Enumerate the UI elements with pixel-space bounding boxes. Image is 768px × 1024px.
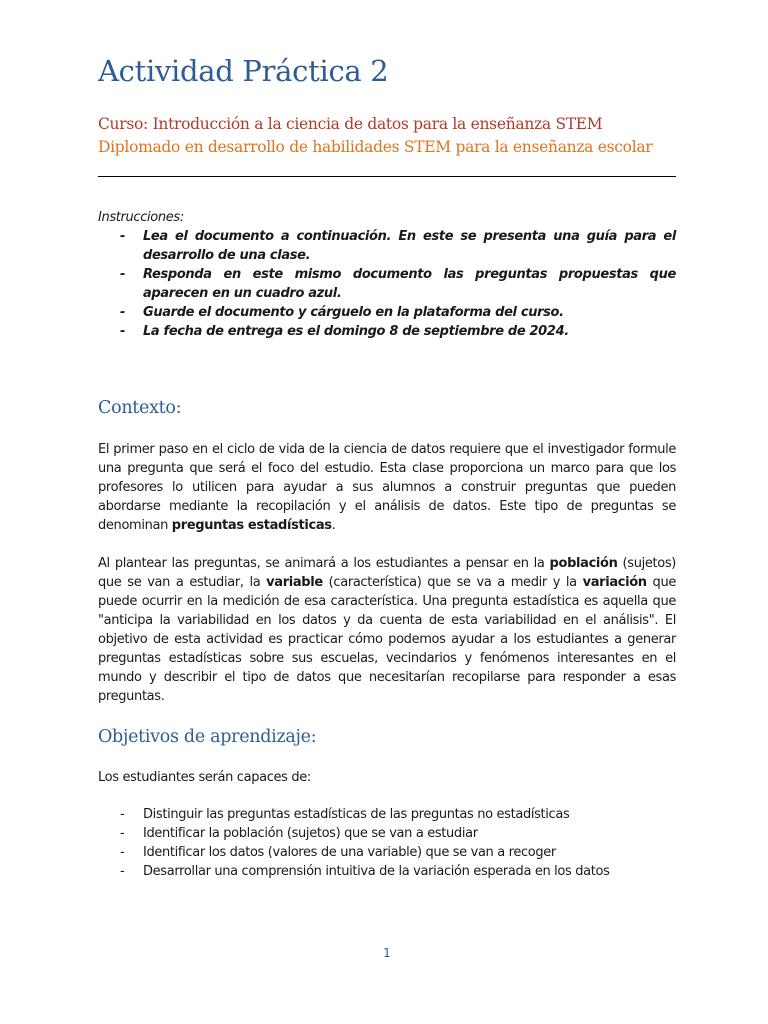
page-number: 1 [383, 946, 391, 960]
objectives-heading: Objetivos de aprendizaje: [98, 727, 317, 747]
context-paragraph-1: El primer paso en el ciclo de vida de la ciencia de datos requiere que el investigador formule una pregunta que será el foco del estudio. Esta clase proporciona un marco para que los profesores lo utilicen para ayudar a sus alumnos a construir preguntas que pueden abordarse mediante la recopilación y el análisis de datos. Este tipo de preguntas se denominan preguntas estadísticas. [98, 442, 676, 533]
objectives-intro: Los estudiantes serán capaces de: [98, 770, 311, 785]
diploma-subtitle: Diplomado en desarrollo de habilidades STEM para la enseñanza escolar [98, 138, 653, 156]
instructions-block [98, 208, 676, 341]
header-divider [98, 176, 676, 177]
instructions-heading: Instrucciones: [98, 210, 184, 225]
list-item: - Identificar los datos (valores de una variable) que se van a recoger [120, 845, 556, 860]
list-item: - Guarde el documento y cárguelo en la plataforma del curso. [120, 305, 564, 320]
course-subtitle: Curso: Introducción a la ciencia de datos para la enseñanza STEM [98, 115, 603, 133]
list-item: - Identificar la población (sujetos) que se van a estudiar [120, 826, 478, 841]
objectives-list [98, 805, 676, 881]
list-item: - La fecha de entrega es el domingo 8 de septiembre de 2024. [120, 324, 569, 339]
list-item: - Distinguir las preguntas estadísticas de las preguntas no estadísticas [120, 807, 570, 822]
list-item: - Desarrollar una comprensión intuitiva de la variación esperada en los datos [120, 864, 610, 879]
list-item: - Responda en este mismo documento las preguntas propuestas que aparecen en un cuadro azul. [120, 267, 676, 301]
list-item: - Lea el documento a continuación. En este se presenta una guía para el desarrollo de una clase. [120, 229, 676, 263]
instructions-list [98, 227, 676, 341]
context-heading: Contexto: [98, 398, 182, 418]
document-title: Actividad Práctica 2 [98, 54, 389, 88]
context-paragraph-2: Al plantear las preguntas, se animará a los estudiantes a pensar en la población (sujetos) que se van a estudiar, la variable (característica) que se va a medir y la variación que puede ocurrir en la medición de esa característica. Una pregunta estadística es aquella que "anticipa la variabilidad en los datos y da cuenta de esta variabilidad en el análisis". El objetivo de esta actividad es practicar cómo podemos ayudar a los estudiantes a generar preguntas estadísticas sobre sus escuelas, vecindarios y fenómenos interesantes en el mundo y describir el tipo de datos que necesitarían recopilarse para responder a esas preguntas. [98, 556, 676, 704]
